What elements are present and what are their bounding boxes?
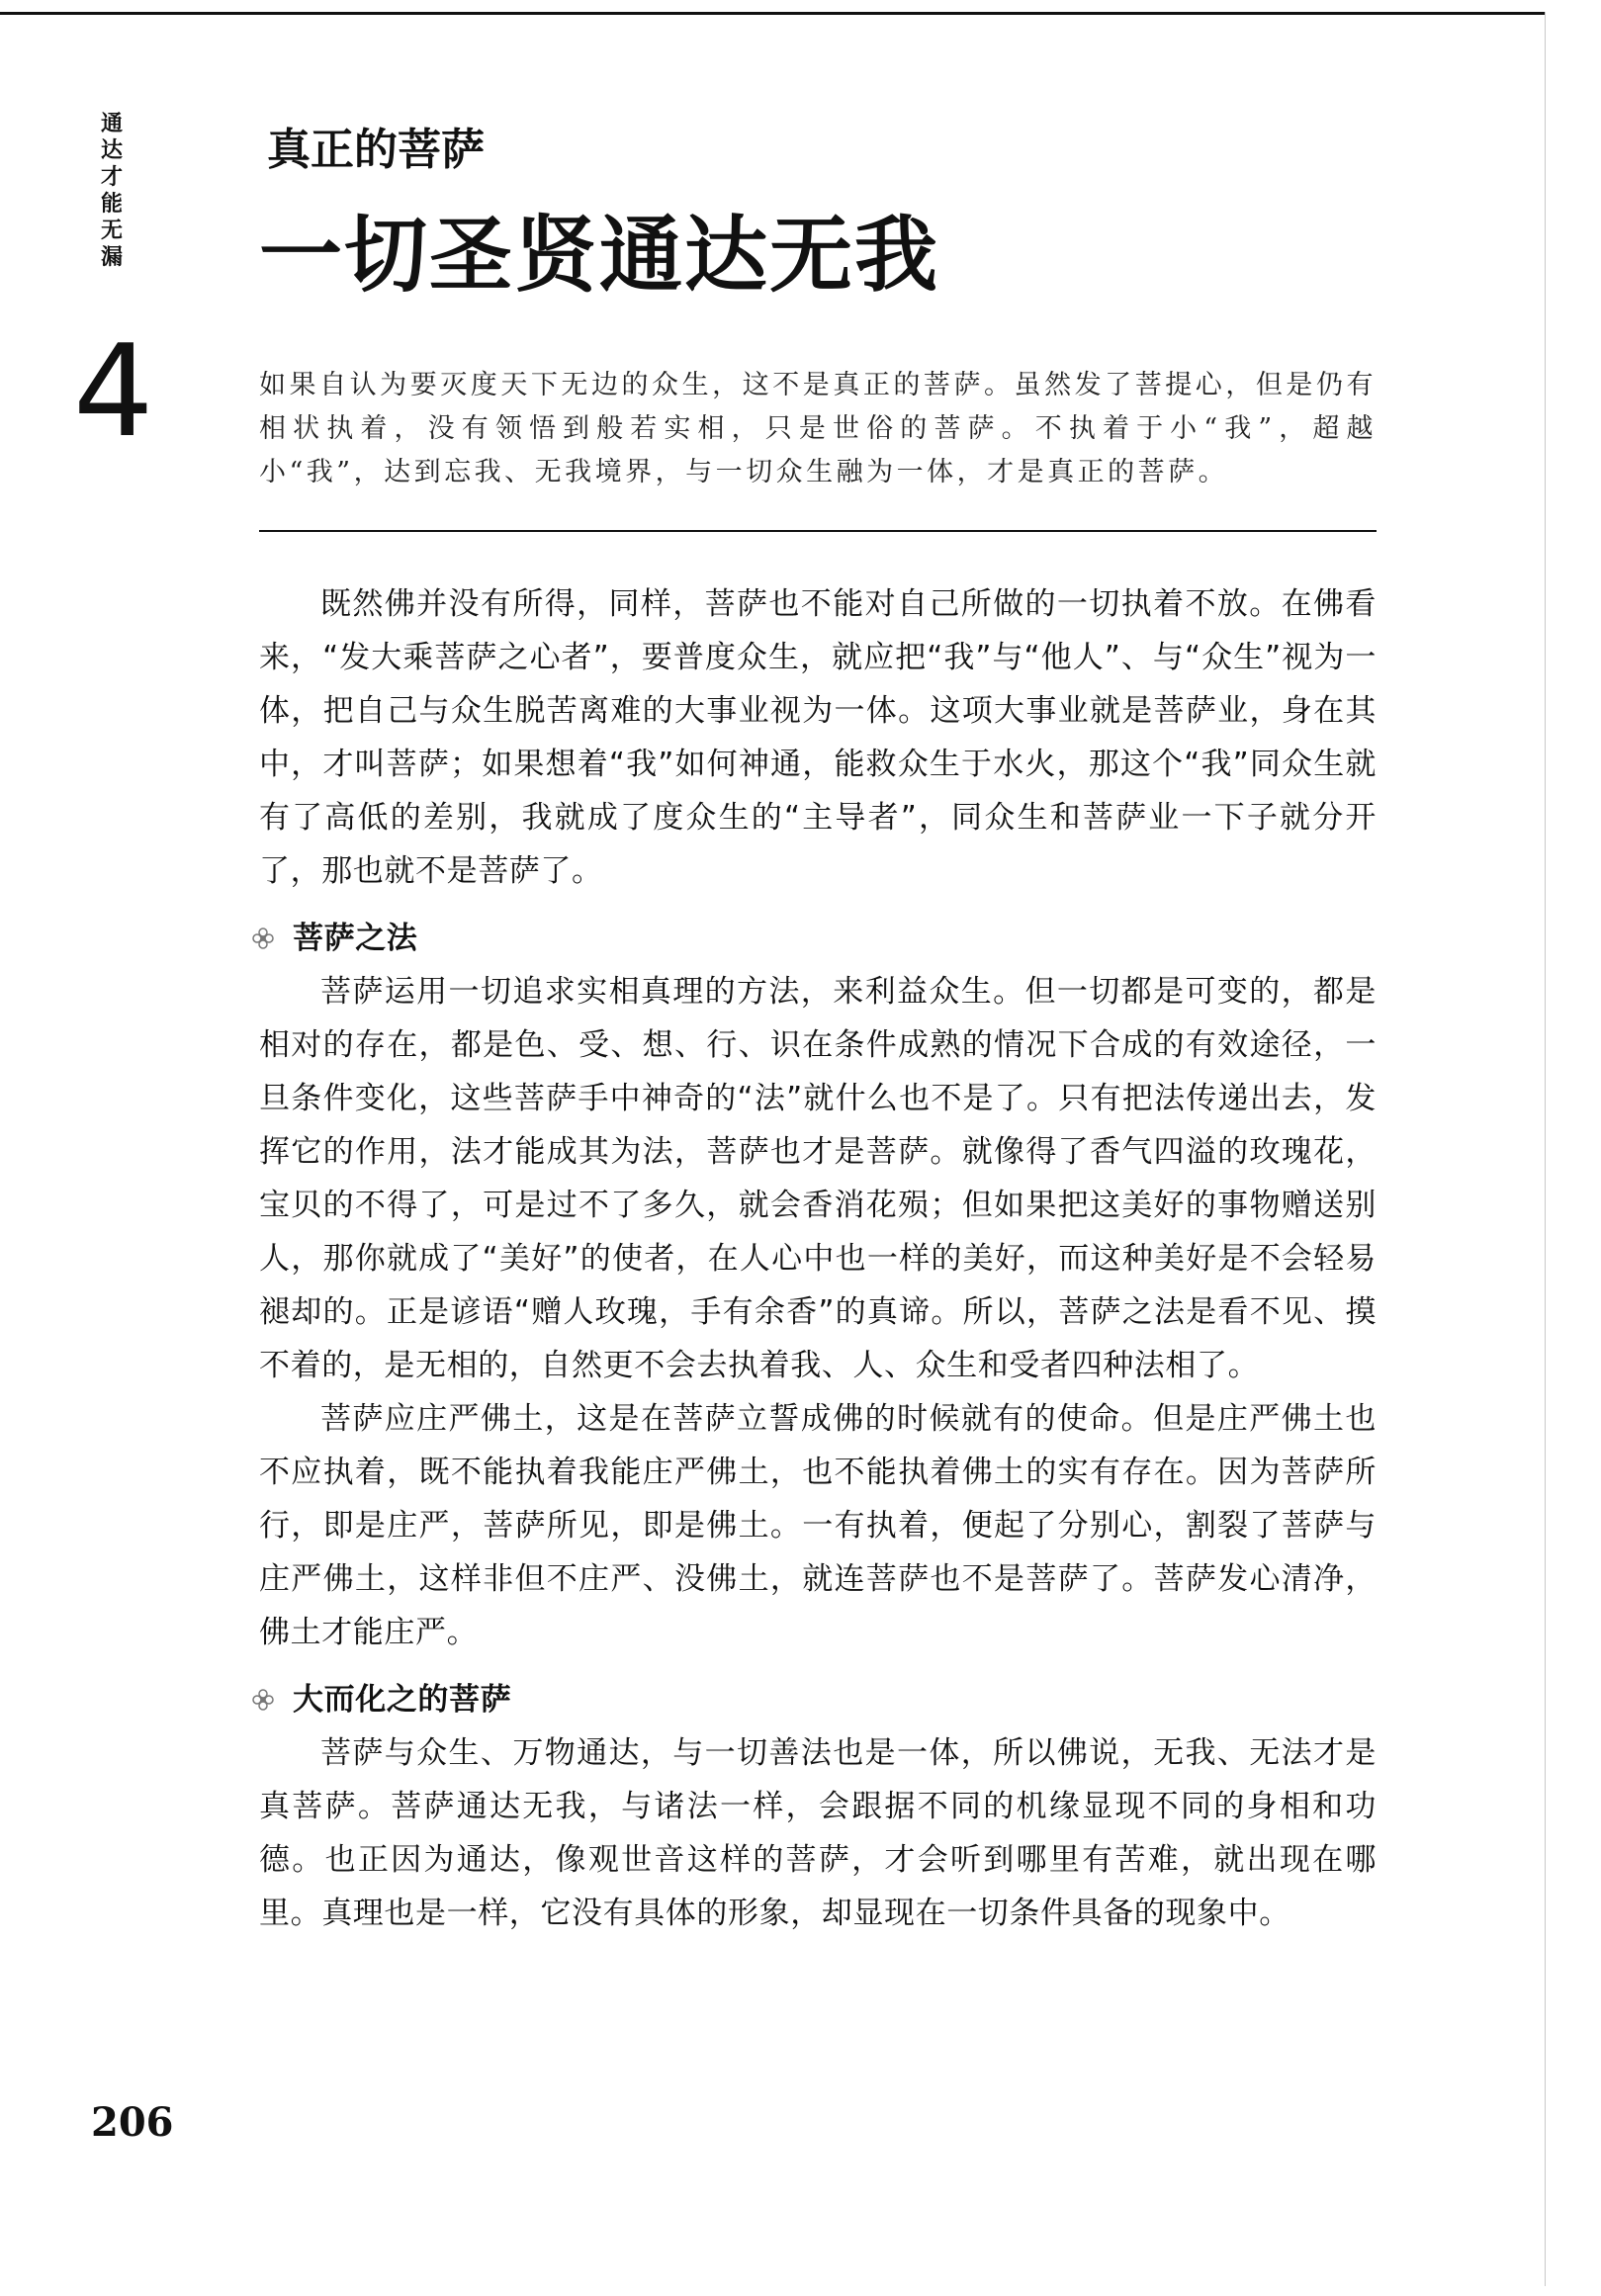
section-heading xyxy=(251,912,1377,965)
section-supertitle: 真正的菩萨 xyxy=(267,125,485,175)
section-heading-label: 菩萨之法 xyxy=(293,921,418,956)
page-edge xyxy=(1545,12,1546,2286)
flower-bullet-icon xyxy=(251,927,275,950)
top-rule xyxy=(0,12,1545,15)
chapter-abstract: 如果自认为要灭度天下无边的众生，这不是真正的菩萨。虽然发了菩提心，但是仍有相状执着，没有领悟到般若实相，只是世俗的菩萨。不执着于小“我”，超越小“我”，达到忘我、无我境界，与一切众生融为一体，才是真正的菩萨。 xyxy=(259,370,1377,487)
abstract-divider xyxy=(259,530,1377,532)
paragraph: 菩萨应庄严佛土，这是在菩萨立誓成佛的时候就有的使命。但是庄严佛土也不应执着，既不能执着我能庄严佛土，也不能执着佛土的实有存在。因为菩萨所行，即是庄严，菩萨所见，即是佛土。一有执着，便起了分别心，割裂了菩萨与庄严佛土，这样非但不庄严、没佛土，就连菩萨也不是菩萨了。菩萨发心清净，佛土才能庄严。 xyxy=(259,1401,1377,1650)
paragraph: 菩萨运用一切追求实相真理的方法，来利益众生。但一切都是可变的，都是相对的存在，都是色、受、想、行、识在条件成熟的情况下合成的有效途径，一旦条件变化，这些菩萨手中神奇的“法”就什么也不是了。只有把法传递出去，发挥它的作用，法才能成其为法，菩萨也才是菩萨。就像得了香气四溢的玫瑰花，宝贝的不得了，可是过不了多久，就会香消花殒；但如果把这美好的事物赠送别人，那你就成了“美好”的使者，在人心中也一样的美好，而这种美好是不会轻易褪却的。正是谚语“赠人玫瑰，手有余香”的真谛。所以，菩萨之法是看不见、摸不着的，是无相的，自然更不会去执着我、人、众生和受者四种法相了。 xyxy=(259,974,1377,1383)
page-number: 206 xyxy=(91,2099,174,2146)
body-text xyxy=(259,577,1377,1940)
page-title: 一切圣贤通达无我 xyxy=(259,207,940,304)
chapter-number: 4 xyxy=(73,318,154,466)
paragraph: 既然佛并没有所得，同样，菩萨也不能对自己所做的一切执着不放。在佛看来，“发大乘菩萨之心者”，要普度众生，就应把“我”与“他人”、与“众生”视为一体，把自己与众生脱苦离难的大事业视为一体。这项大事业就是菩萨业，身在其中，才叫菩萨；如果想着“我”如何神通，能救众生于水火，那这个“我”同众生就有了高低的差别，我就成了度众生的“主导者”，同众生和菩萨业一下子就分开了，那也就不是菩萨了。 xyxy=(259,586,1377,889)
running-header-vertical: 通达才能无漏 xyxy=(100,112,123,270)
section-heading-label: 大而化之的菩萨 xyxy=(293,1682,512,1718)
section-heading xyxy=(251,1673,1377,1726)
flower-bullet-icon xyxy=(251,1688,275,1712)
paragraph: 菩萨与众生、万物通达，与一切善法也是一体，所以佛说，无我、无法才是真菩萨。菩萨通达无我，与诸法一样，会跟据不同的机缘显现不同的身相和功德。也正因为通达，像观世音这样的菩萨，才会听到哪里有苦难，就出现在哪里。真理也是一样，它没有具体的形象，却显现在一切条件具备的现象中。 xyxy=(259,1735,1377,1931)
